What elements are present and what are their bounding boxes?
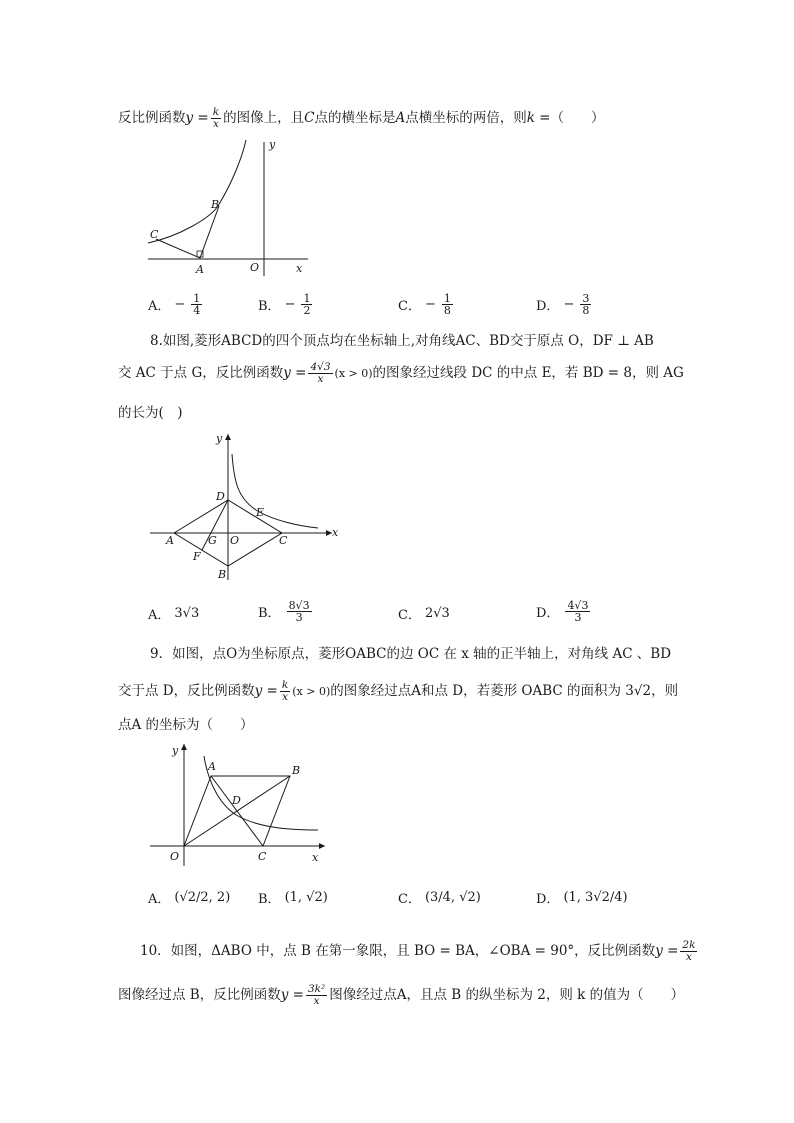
q8-label-F: F: [193, 550, 201, 563]
q9-label-O: O: [170, 850, 180, 863]
q9-line2: 交于点 D，反比例函数y = $\frac{k}{x}$ (x > 0)的图象经过点A和点 D，若菱形 OABC 的面积为 3√2，则: [118, 679, 679, 703]
q8-label-E: E: [256, 506, 265, 519]
q7-func-fraction: $\frac{k}{x}$: [212, 106, 220, 130]
q8-line3: 的长为( ): [118, 405, 183, 421]
q8-label-y: y: [216, 432, 223, 445]
q9-option-b[interactable]: B． (1, √2): [258, 890, 328, 907]
q9-option-a[interactable]: A． (√2/2, 2): [148, 890, 231, 907]
q7-figure: [140, 138, 320, 278]
q7-label-x: x: [296, 262, 303, 275]
q9-func-fraction: $\frac{k}{x}$: [281, 679, 289, 703]
q9-line1: 9．如图，点O为坐标原点，菱形OABC的边 OC 在 x 轴的正半轴上，对角线 AC 、BD: [150, 646, 672, 662]
q9-option-c[interactable]: C． (3/4, √2): [398, 890, 481, 907]
q10-func1-fraction: $\frac{2k}{x}$: [682, 939, 696, 963]
q9-option-d[interactable]: D． (1, 3√2/4): [536, 890, 628, 907]
q8-option-b[interactable]: B． $\frac{8√3}{3}$: [258, 599, 310, 624]
q7-label-y: y: [269, 138, 276, 151]
q7-option-a[interactable]: A． − $\frac{1}{4}$: [148, 292, 201, 317]
q9-line3: 点A 的坐标为（ ）: [118, 717, 254, 733]
q8-line1: 8.如图,菱形ABCD的四个顶点均在坐标轴上,对角线AC、BD交于原点 O，DF ⊥ AB: [150, 333, 654, 349]
q7-label-B: B: [211, 198, 220, 211]
q7-label-O: O: [250, 261, 260, 274]
q7-line1: 反比例函数y = $\frac{k}{x}$ 的图像上，且C点的横坐标是A点横坐标的两倍，则k =（ ）: [118, 106, 605, 130]
q8-option-d[interactable]: D． $\frac{4√3}{3}$: [536, 599, 589, 624]
q9-label-C: C: [258, 850, 267, 863]
q9-label-y: y: [172, 744, 179, 757]
q10-line2: 图像经过点 B，反比例函数y = $\frac{\text{3k²}}{x}$ 图像经过点A，且点 B 的纵坐标为 2，则 k 的值为（ ）: [118, 983, 685, 1007]
q8-label-B: B: [218, 568, 227, 581]
q7-label-C: C: [150, 228, 159, 241]
q10-func2-fraction: $\frac{\text{3k²}}{x}$: [307, 983, 326, 1007]
q8-figure: [148, 432, 348, 582]
q7-option-b[interactable]: B． − $\frac{1}{2}$: [258, 292, 311, 317]
q7-option-d[interactable]: D． − $\frac{3}{8}$: [536, 292, 590, 317]
q7-option-c[interactable]: C． − $\frac{1}{8}$: [398, 292, 451, 317]
q8-label-x: x: [332, 526, 339, 539]
q9-figure: [150, 738, 340, 868]
q9-label-x: x: [312, 851, 319, 864]
q7-label-A: A: [196, 263, 204, 276]
q8-label-O: O: [230, 534, 240, 547]
q8-option-c[interactable]: C． 2√3: [398, 606, 450, 623]
q8-label-G: G: [208, 534, 217, 547]
q8-label-C: C: [279, 534, 288, 547]
q8-label-A: A: [166, 534, 174, 547]
q8-label-D: D: [216, 490, 225, 503]
q8-func-fraction: $\frac{4√3}{x}$: [310, 361, 331, 385]
q9-label-A: A: [208, 760, 216, 773]
q8-option-a[interactable]: A． 3√3: [148, 606, 200, 623]
q9-label-D: D: [232, 794, 241, 807]
q9-label-B: B: [292, 764, 301, 777]
q10-line1: 10．如图，ΔABO 中，点 B 在第一象限，且 BO = BA，∠OBA = 90°，反比例函数y = $\frac{2k}{x}$: [140, 939, 696, 963]
q8-line2: 交 AC 于点 G，反比例函数y = $\frac{4√3}{x}$ (x > 0)的图象经过线段 DC 的中点 E，若 BD = 8，则 AG: [118, 361, 684, 385]
